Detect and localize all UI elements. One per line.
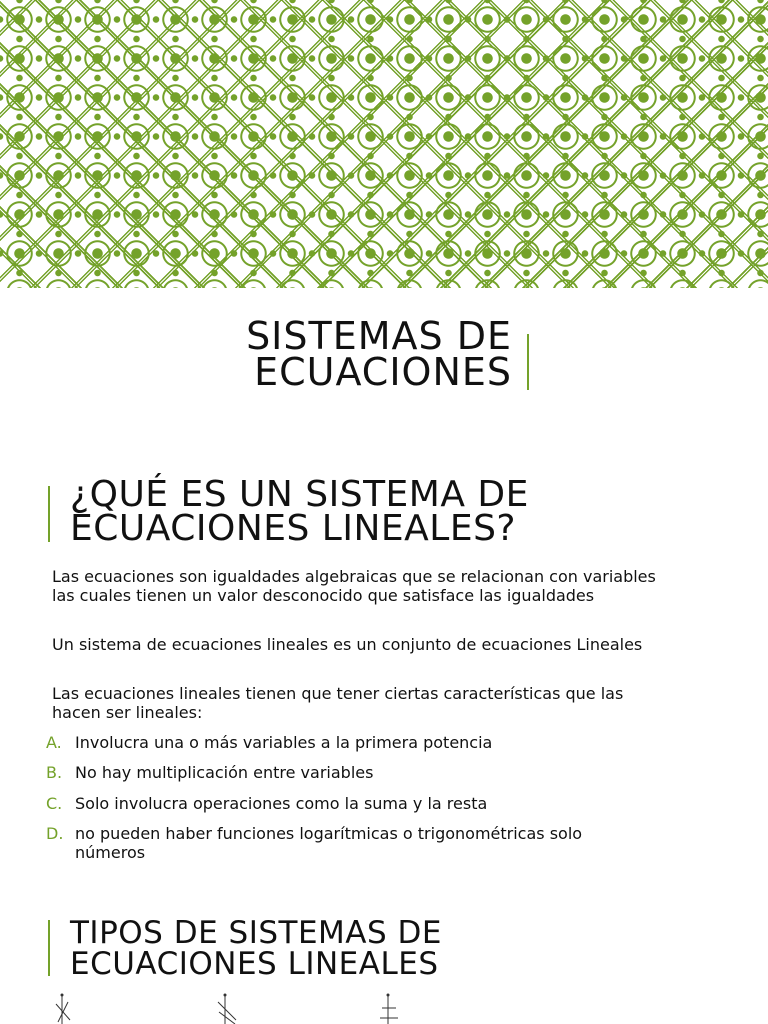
list-item-text: no pueden haber funciones logarítmicas o trigonométricas solo números: [75, 824, 583, 862]
list-marker: B.: [46, 763, 63, 782]
graph-sketches-image: [0, 990, 768, 1024]
paragraph-sistema: Un sistema de ecuaciones lineales es un conjunto de ecuaciones Lineales: [52, 635, 643, 654]
page-title: SISTEMAS DE ECUACIONES: [246, 314, 512, 394]
list-marker: A.: [46, 733, 62, 752]
section2-heading: TIPOS DE SISTEMAS DE ECUACIONES LINEALES: [70, 915, 442, 982]
section1-heading: ¿QUÉ ES UN SISTEMA DE ECUACIONES LINEALES?: [70, 474, 529, 549]
section1-accent-bar: [48, 486, 50, 542]
list-marker: D.: [46, 824, 64, 843]
paragraph-ecuaciones: Las ecuaciones son igualdades algebraicas que se relacionan con variables las cuales tienen un valor desconocido que satisface las igualdades: [52, 567, 656, 605]
decorative-pattern-banner: [0, 0, 768, 288]
section2-accent-bar: [48, 920, 50, 976]
list-marker: C.: [46, 794, 63, 813]
title-accent-bar: [527, 334, 529, 390]
list-item-text: No hay multiplicación entre variables: [75, 763, 374, 782]
list-item-text: Involucra una o más variables a la primera potencia: [75, 733, 493, 752]
list-item-text: Solo involucra operaciones como la suma y la resta: [75, 794, 488, 813]
paragraph-caracteristicas: Las ecuaciones lineales tienen que tener ciertas características que las hacen ser lineales:: [52, 684, 624, 722]
